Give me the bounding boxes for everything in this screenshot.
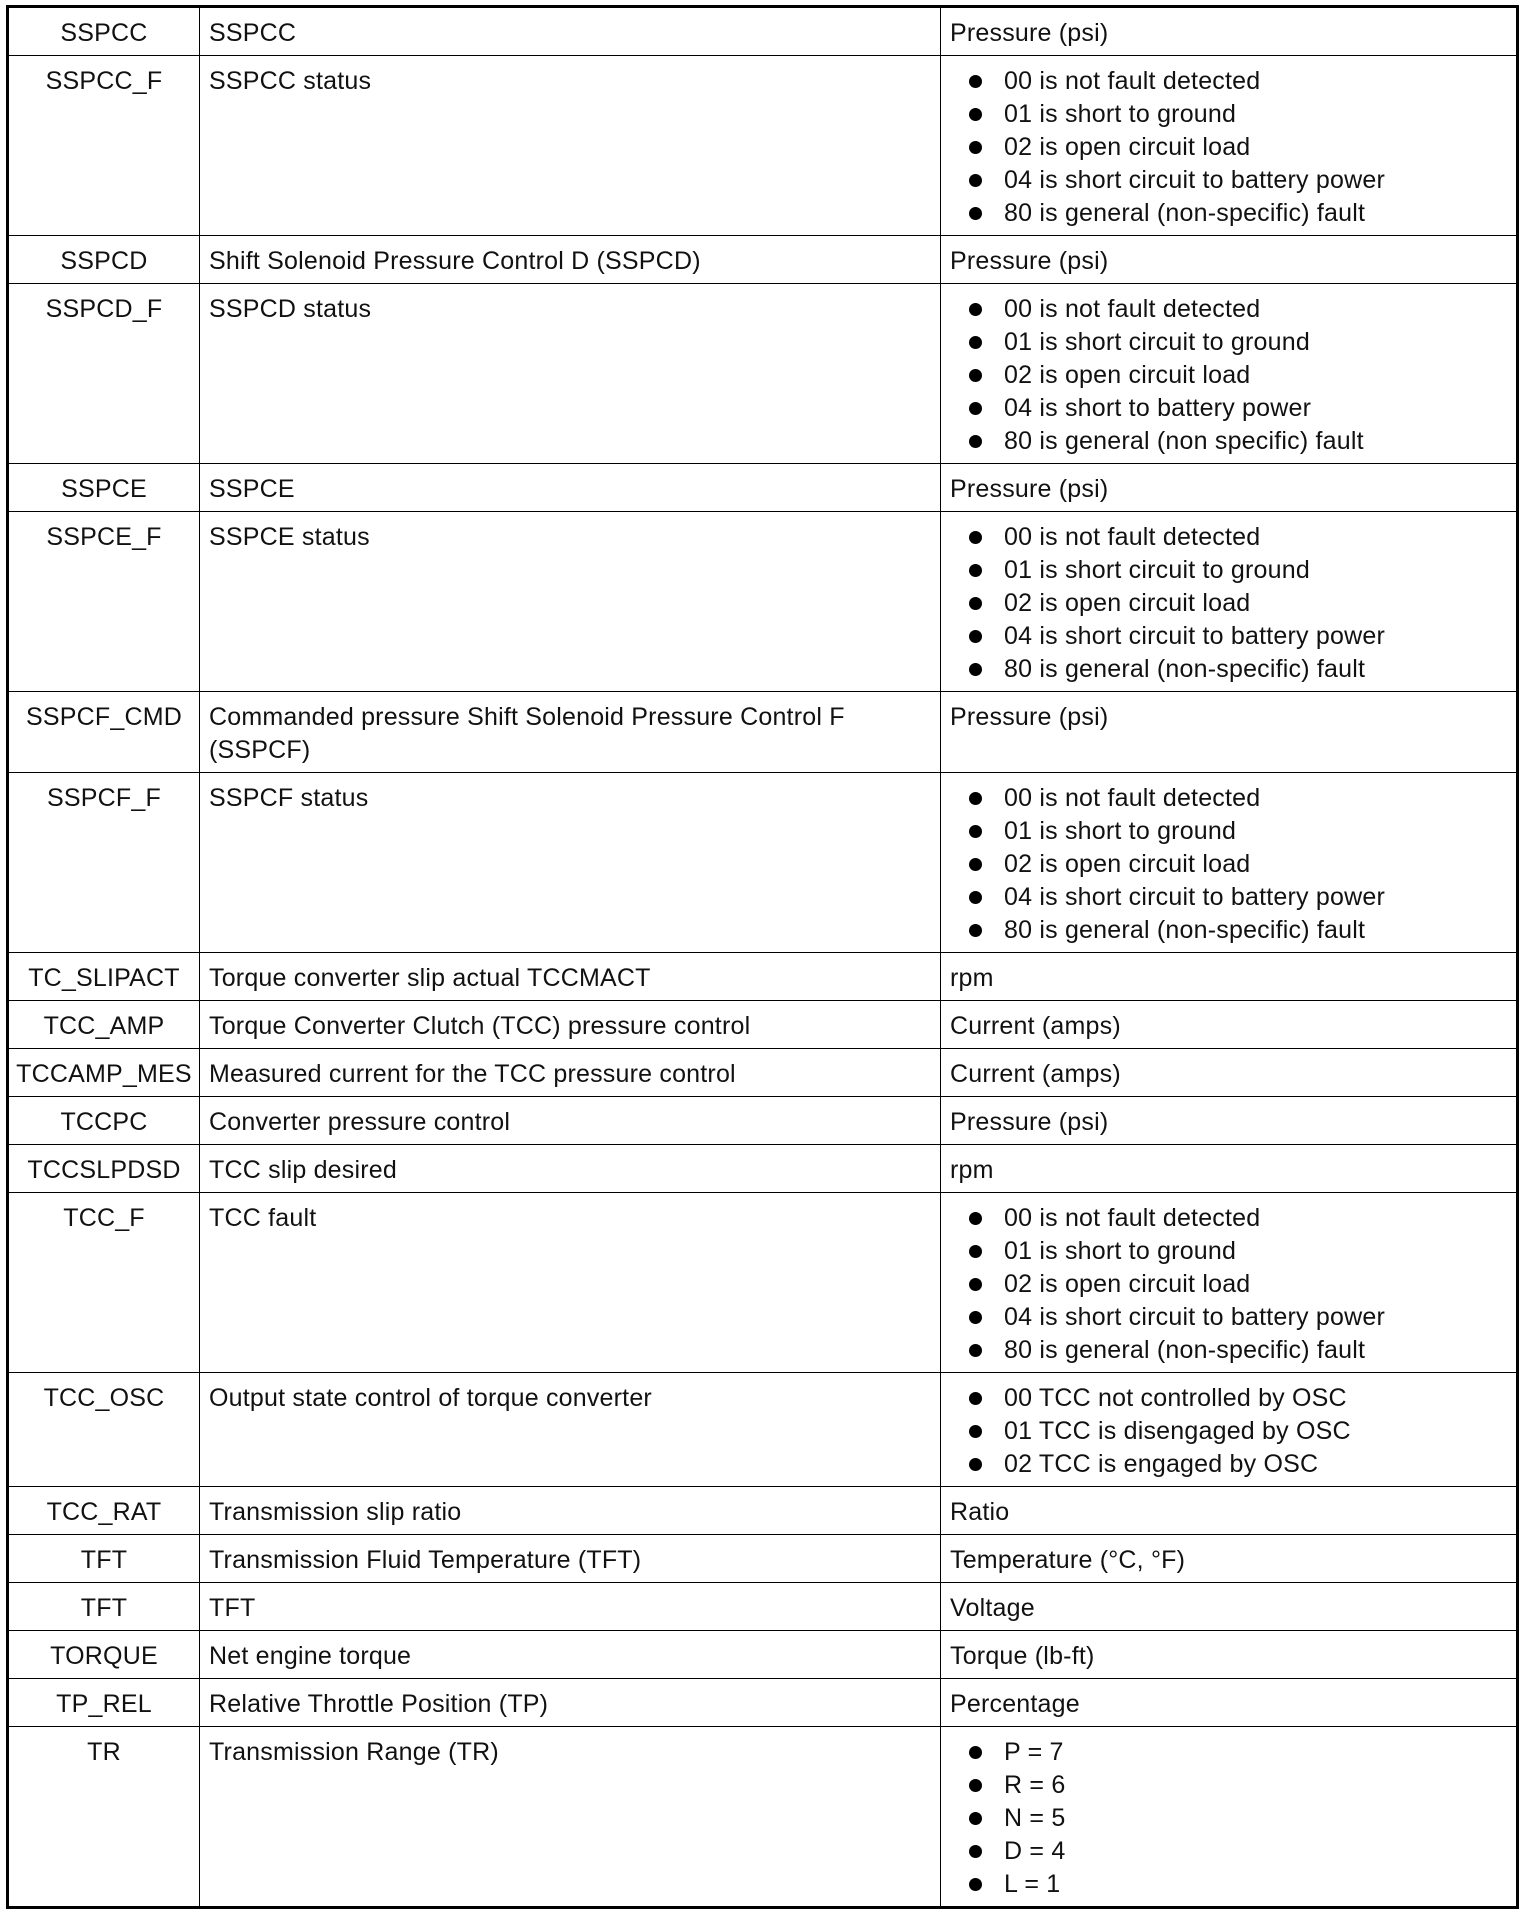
list-item: 01 is short to ground bbox=[969, 98, 1507, 131]
table-row bbox=[8, 284, 1518, 464]
description-cell: SSPCD status bbox=[200, 284, 941, 464]
parameter-cell: TR bbox=[8, 1727, 200, 1908]
parameter-cell: SSPCE bbox=[8, 464, 200, 512]
table-row bbox=[8, 56, 1518, 236]
list-item: 01 is short circuit to ground bbox=[969, 326, 1507, 359]
description-cell: Measured current for the TCC pressure control bbox=[200, 1049, 941, 1097]
description-cell: Commanded pressure Shift Solenoid Pressure Control F (SSPCF) bbox=[200, 692, 941, 773]
table-row bbox=[8, 1049, 1518, 1097]
parameter-cell: TCC_F bbox=[8, 1193, 200, 1373]
units-cell bbox=[941, 56, 1518, 236]
list-item: 00 is not fault detected bbox=[969, 293, 1507, 326]
parameter-cell: SSPCC_F bbox=[8, 56, 200, 236]
list-item: 02 is open circuit load bbox=[969, 131, 1507, 164]
description-cell: Net engine torque bbox=[200, 1631, 941, 1679]
value-list bbox=[950, 293, 1507, 458]
list-item: 02 is open circuit load bbox=[969, 1268, 1507, 1301]
units-cell: rpm bbox=[941, 1145, 1518, 1193]
pid-table bbox=[6, 5, 1519, 1909]
table-row bbox=[8, 692, 1518, 773]
table-row bbox=[8, 773, 1518, 953]
table-row bbox=[8, 1001, 1518, 1049]
list-item: 01 is short circuit to ground bbox=[969, 554, 1507, 587]
description-cell: Output state control of torque converter bbox=[200, 1373, 941, 1487]
list-item: 04 is short circuit to battery power bbox=[969, 164, 1507, 197]
parameter-cell: TCCAMP_MES bbox=[8, 1049, 200, 1097]
description-cell: Shift Solenoid Pressure Control D (SSPCD) bbox=[200, 236, 941, 284]
table-row bbox=[8, 1487, 1518, 1535]
units-cell: Pressure (psi) bbox=[941, 7, 1518, 56]
parameter-cell: TCC_OSC bbox=[8, 1373, 200, 1487]
units-cell bbox=[941, 1193, 1518, 1373]
description-cell: Torque converter slip actual TCCMACT bbox=[200, 953, 941, 1001]
value-list bbox=[950, 1202, 1507, 1367]
list-item: 00 is not fault detected bbox=[969, 1202, 1507, 1235]
list-item: 04 is short to battery power bbox=[969, 392, 1507, 425]
value-list bbox=[950, 1736, 1507, 1901]
description-cell: Transmission Fluid Temperature (TFT) bbox=[200, 1535, 941, 1583]
table-row bbox=[8, 1193, 1518, 1373]
list-item: 02 is open circuit load bbox=[969, 848, 1507, 881]
list-item: R = 6 bbox=[969, 1769, 1507, 1802]
description-cell: SSPCE status bbox=[200, 512, 941, 692]
units-cell: rpm bbox=[941, 953, 1518, 1001]
table-row bbox=[8, 512, 1518, 692]
parameter-cell: TFT bbox=[8, 1535, 200, 1583]
description-cell: TFT bbox=[200, 1583, 941, 1631]
parameter-cell: TORQUE bbox=[8, 1631, 200, 1679]
units-cell: Ratio bbox=[941, 1487, 1518, 1535]
description-cell: TCC fault bbox=[200, 1193, 941, 1373]
description-cell: Relative Throttle Position (TP) bbox=[200, 1679, 941, 1727]
value-list bbox=[950, 521, 1507, 686]
parameter-cell: TC_SLIPACT bbox=[8, 953, 200, 1001]
units-cell bbox=[941, 1373, 1518, 1487]
list-item: 02 is open circuit load bbox=[969, 359, 1507, 392]
list-item: 01 TCC is disengaged by OSC bbox=[969, 1415, 1507, 1448]
list-item: 04 is short circuit to battery power bbox=[969, 620, 1507, 653]
list-item: 04 is short circuit to battery power bbox=[969, 881, 1507, 914]
table-row bbox=[8, 1727, 1518, 1908]
description-cell: TCC slip desired bbox=[200, 1145, 941, 1193]
list-item: P = 7 bbox=[969, 1736, 1507, 1769]
list-item: 01 is short to ground bbox=[969, 815, 1507, 848]
table-row bbox=[8, 464, 1518, 512]
list-item: N = 5 bbox=[969, 1802, 1507, 1835]
units-cell bbox=[941, 1727, 1518, 1908]
list-item: 00 is not fault detected bbox=[969, 65, 1507, 98]
units-cell bbox=[941, 773, 1518, 953]
table-row bbox=[8, 1631, 1518, 1679]
list-item: 80 is general (non-specific) fault bbox=[969, 914, 1507, 947]
units-cell: Voltage bbox=[941, 1583, 1518, 1631]
parameter-cell: SSPCE_F bbox=[8, 512, 200, 692]
list-item: 80 is general (non-specific) fault bbox=[969, 653, 1507, 686]
pid-table-body bbox=[8, 7, 1518, 1908]
table-row bbox=[8, 1145, 1518, 1193]
list-item: L = 1 bbox=[969, 1868, 1507, 1901]
description-cell: Transmission Range (TR) bbox=[200, 1727, 941, 1908]
units-cell: Temperature (°C, °F) bbox=[941, 1535, 1518, 1583]
description-cell: Converter pressure control bbox=[200, 1097, 941, 1145]
list-item: 80 is general (non-specific) fault bbox=[969, 1334, 1507, 1367]
table-row bbox=[8, 7, 1518, 56]
table-row bbox=[8, 1535, 1518, 1583]
parameter-cell: SSPCD_F bbox=[8, 284, 200, 464]
list-item: D = 4 bbox=[969, 1835, 1507, 1868]
table-row bbox=[8, 1583, 1518, 1631]
value-list bbox=[950, 1382, 1507, 1481]
value-list bbox=[950, 65, 1507, 230]
table-row bbox=[8, 1679, 1518, 1727]
description-cell: SSPCE bbox=[200, 464, 941, 512]
parameter-cell: SSPCF_CMD bbox=[8, 692, 200, 773]
list-item: 00 is not fault detected bbox=[969, 521, 1507, 554]
list-item: 00 TCC not controlled by OSC bbox=[969, 1382, 1507, 1415]
units-cell: Pressure (psi) bbox=[941, 464, 1518, 512]
units-cell: Current (amps) bbox=[941, 1049, 1518, 1097]
description-cell: SSPCC status bbox=[200, 56, 941, 236]
table-row bbox=[8, 1097, 1518, 1145]
units-cell: Pressure (psi) bbox=[941, 692, 1518, 773]
list-item: 02 is open circuit load bbox=[969, 587, 1507, 620]
list-item: 00 is not fault detected bbox=[969, 782, 1507, 815]
units-cell bbox=[941, 284, 1518, 464]
parameter-cell: TP_REL bbox=[8, 1679, 200, 1727]
units-cell: Current (amps) bbox=[941, 1001, 1518, 1049]
table-row bbox=[8, 1373, 1518, 1487]
table-row bbox=[8, 236, 1518, 284]
list-item: 01 is short to ground bbox=[969, 1235, 1507, 1268]
table-row bbox=[8, 953, 1518, 1001]
list-item: 04 is short circuit to battery power bbox=[969, 1301, 1507, 1334]
units-cell bbox=[941, 512, 1518, 692]
description-cell: SSPCF status bbox=[200, 773, 941, 953]
parameter-cell: TCC_RAT bbox=[8, 1487, 200, 1535]
description-cell: Torque Converter Clutch (TCC) pressure control bbox=[200, 1001, 941, 1049]
parameter-cell: SSPCD bbox=[8, 236, 200, 284]
parameter-cell: TFT bbox=[8, 1583, 200, 1631]
parameter-cell: TCCPC bbox=[8, 1097, 200, 1145]
parameter-cell: TCC_AMP bbox=[8, 1001, 200, 1049]
units-cell: Torque (lb-ft) bbox=[941, 1631, 1518, 1679]
parameter-cell: SSPCF_F bbox=[8, 773, 200, 953]
list-item: 02 TCC is engaged by OSC bbox=[969, 1448, 1507, 1481]
parameter-cell: TCCSLPDSD bbox=[8, 1145, 200, 1193]
units-cell: Pressure (psi) bbox=[941, 1097, 1518, 1145]
list-item: 80 is general (non-specific) fault bbox=[969, 197, 1507, 230]
units-cell: Percentage bbox=[941, 1679, 1518, 1727]
units-cell: Pressure (psi) bbox=[941, 236, 1518, 284]
description-cell: SSPCC bbox=[200, 7, 941, 56]
description-cell: Transmission slip ratio bbox=[200, 1487, 941, 1535]
list-item: 80 is general (non specific) fault bbox=[969, 425, 1507, 458]
parameter-cell: SSPCC bbox=[8, 7, 200, 56]
value-list bbox=[950, 782, 1507, 947]
